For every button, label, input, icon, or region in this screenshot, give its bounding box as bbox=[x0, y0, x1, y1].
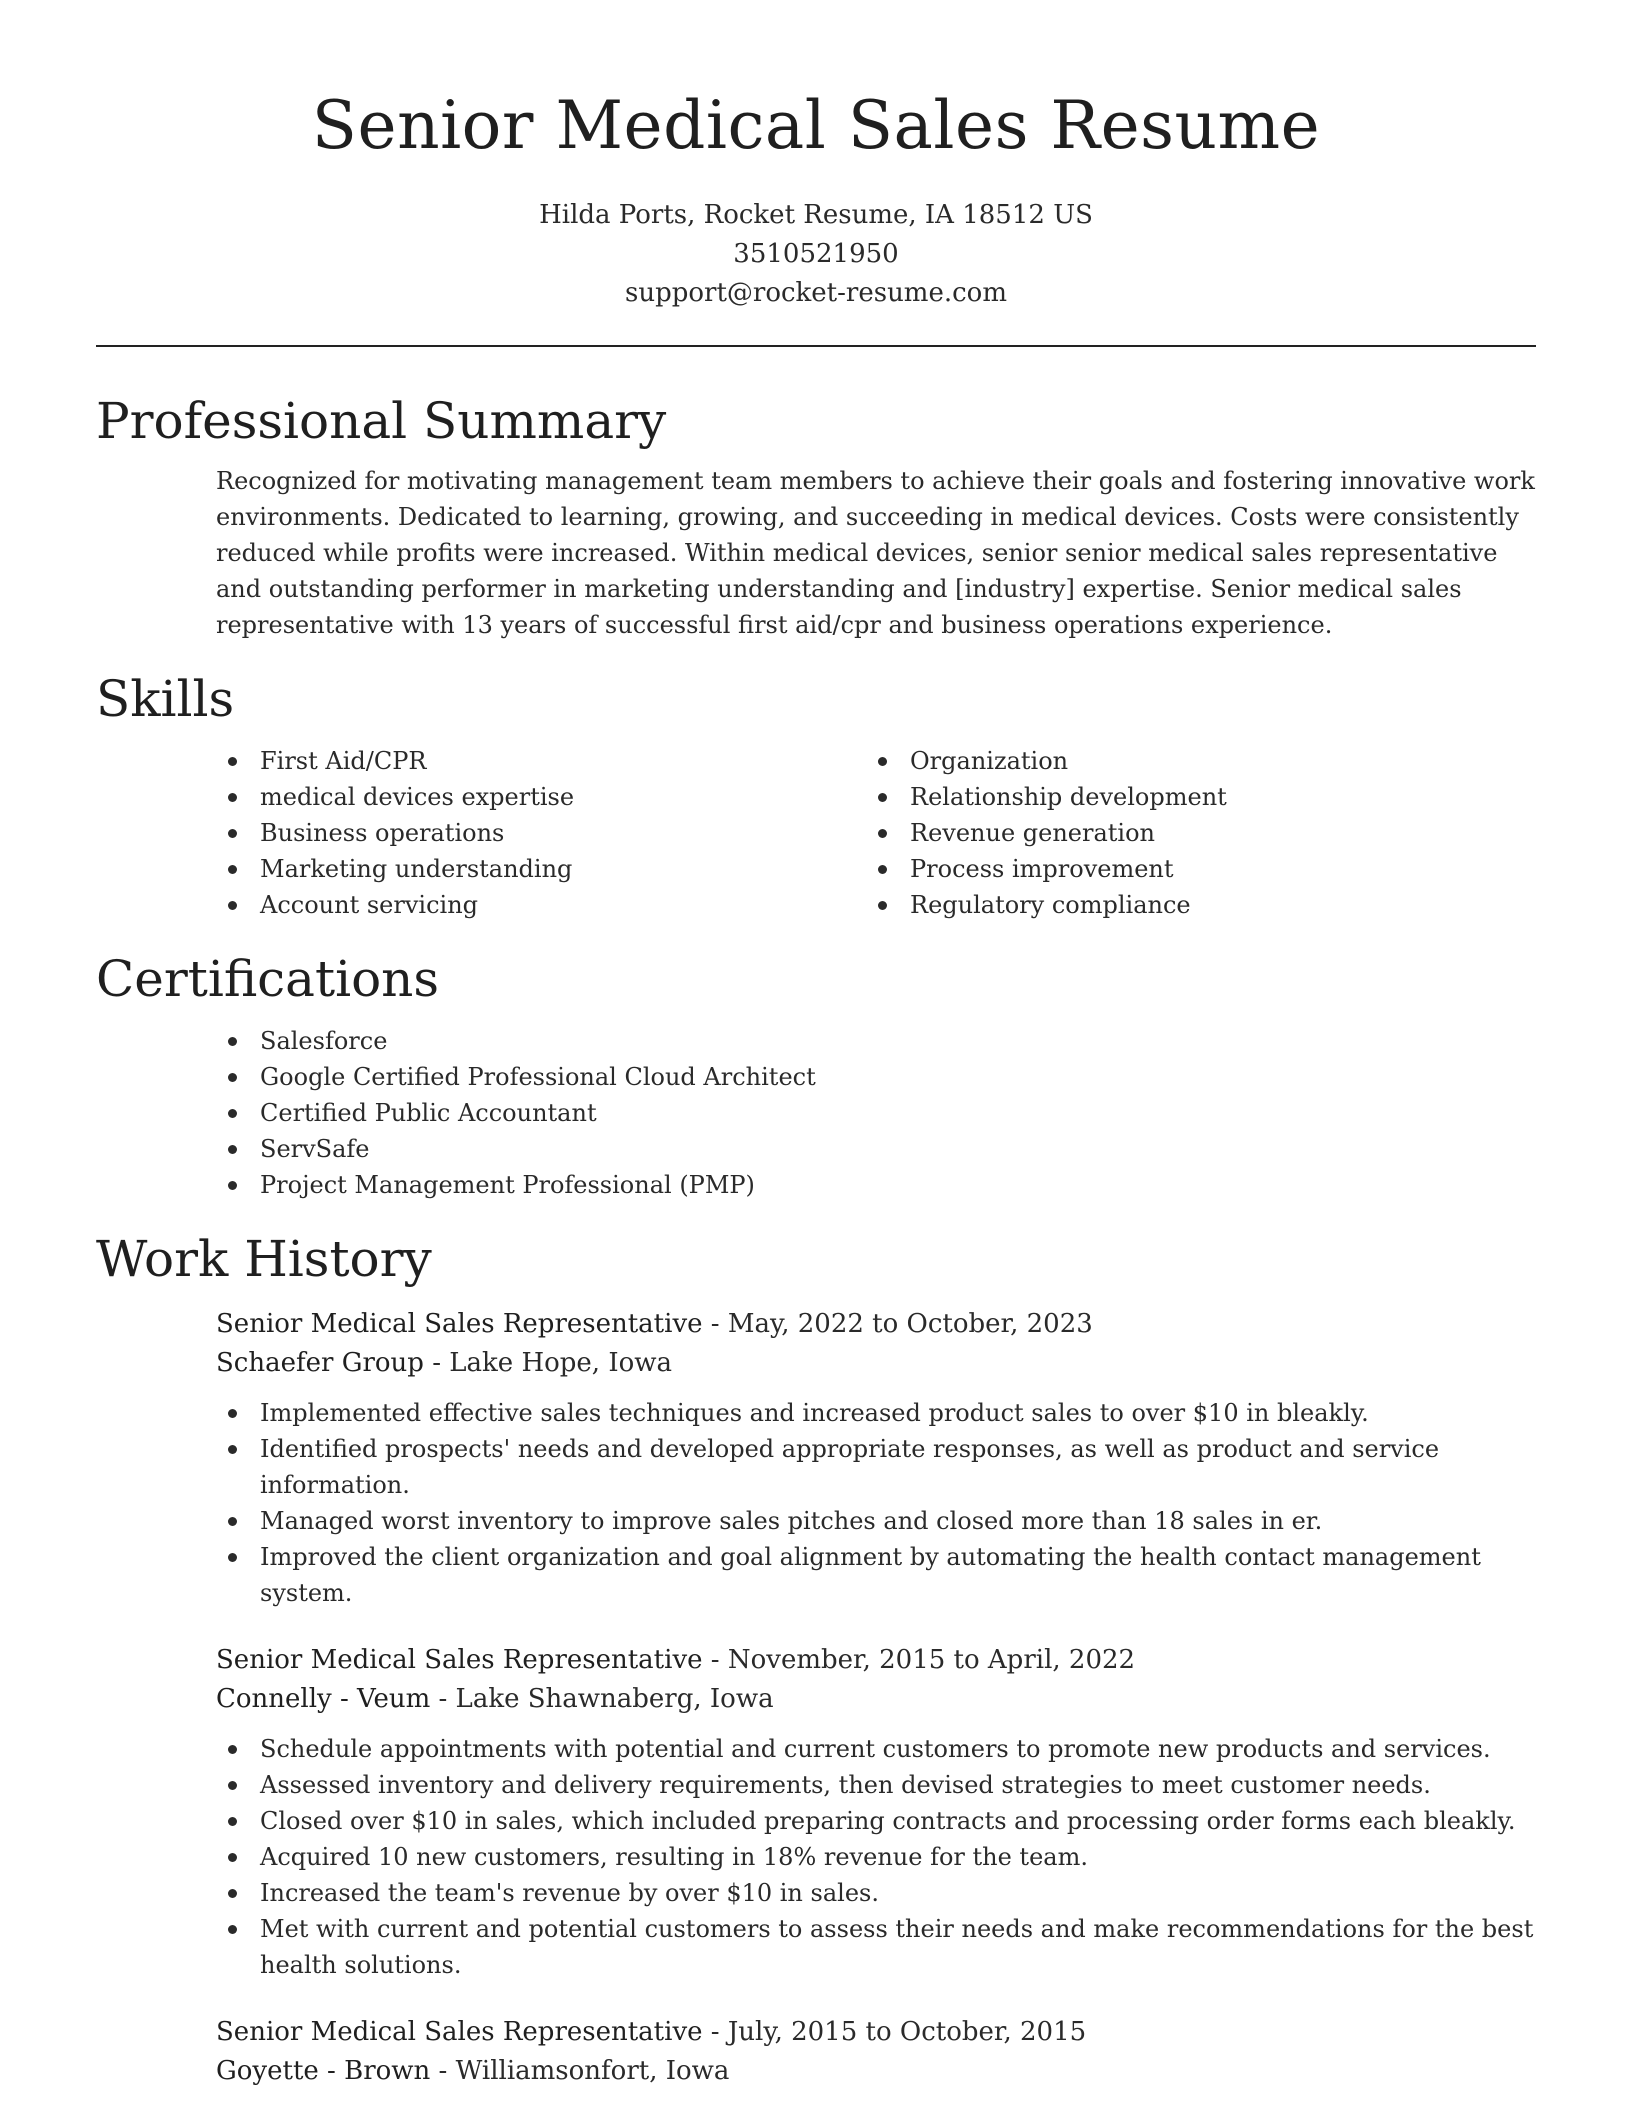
job-title-line bbox=[216, 1305, 1536, 1344]
skill-item: First Aid/CPR bbox=[216, 743, 866, 779]
job-title: Senior Medical Sales Representative bbox=[216, 1309, 703, 1339]
resume-title: Senior Medical Sales Resume bbox=[311, 87, 1321, 164]
job-bullet: Improved the client organization and goal alignment by automating the health contact management system. bbox=[216, 1539, 1536, 1611]
job-entry bbox=[216, 1305, 1536, 1611]
job-title-line bbox=[216, 1641, 1536, 1680]
job-bullet: Assessed inventory and delivery requirements, then devised strategies to meet customer needs. bbox=[216, 1767, 1536, 1803]
job-bullet: Acquired 10 new customers, resulting in 18% revenue for the team. bbox=[216, 1839, 1536, 1875]
job-company-line bbox=[216, 1680, 1536, 1719]
job-dates: - May, 2022 to October, 2023 bbox=[702, 1309, 1093, 1339]
job-title-line bbox=[216, 2013, 1536, 2052]
job-bullets bbox=[216, 1395, 1536, 1611]
contact-block bbox=[96, 196, 1536, 313]
job-company: Goyette - Brown bbox=[216, 2056, 431, 2086]
skills-column-right bbox=[866, 743, 1516, 923]
certifications-list bbox=[216, 1023, 1536, 1203]
certification-item: Salesforce bbox=[216, 1023, 1536, 1059]
job-company-line bbox=[216, 1344, 1536, 1383]
job-dates: - November, 2015 to April, 2022 bbox=[702, 1645, 1136, 1675]
job-entry bbox=[216, 2013, 1536, 2091]
job-bullet: Met with current and potential customers to assess their needs and make recommendations for the best health solutions. bbox=[216, 1911, 1536, 1983]
job-bullet: Increased the team's revenue by over $10 in sales. bbox=[216, 1875, 1536, 1911]
certification-item: Certified Public Accountant bbox=[216, 1095, 1536, 1131]
skill-item: Relationship development bbox=[866, 779, 1516, 815]
skills-list bbox=[216, 743, 1536, 923]
job-title: Senior Medical Sales Representative bbox=[216, 2017, 703, 2047]
skill-item: medical devices expertise bbox=[216, 779, 866, 815]
header-divider bbox=[96, 345, 1536, 347]
certifications-heading: Certifications bbox=[96, 950, 440, 1008]
job-title: Senior Medical Sales Representative bbox=[216, 1645, 703, 1675]
certification-item: Project Management Professional (PMP) bbox=[216, 1167, 1536, 1203]
skill-item: Marketing understanding bbox=[216, 851, 866, 887]
job-location: - Williamsonfort, Iowa bbox=[430, 2056, 730, 2086]
job-location: - Lake Hope, Iowa bbox=[423, 1348, 673, 1378]
contact-phone: 3510521950 bbox=[733, 239, 899, 269]
job-bullet: Managed worst inventory to improve sales pitches and closed more than 18 sales in er. bbox=[216, 1503, 1536, 1539]
job-entry bbox=[216, 1641, 1536, 1983]
summary-heading: Professional Summary bbox=[96, 392, 667, 450]
job-bullet: Identified prospects' needs and developed appropriate responses, as well as product and service information. bbox=[216, 1431, 1536, 1503]
work-history-heading: Work History bbox=[96, 1230, 432, 1288]
skills-heading: Skills bbox=[96, 670, 235, 728]
job-location: - Lake Shawnaberg, Iowa bbox=[430, 1684, 774, 1714]
certification-item: ServSafe bbox=[216, 1131, 1536, 1167]
skill-item: Process improvement bbox=[866, 851, 1516, 887]
skills-column-left bbox=[216, 743, 866, 923]
job-bullets bbox=[216, 1731, 1536, 1983]
contact-email: support@rocket-resume.com bbox=[624, 278, 1007, 308]
skill-item: Revenue generation bbox=[866, 815, 1516, 851]
job-bullet: Schedule appointments with potential and current customers to promote new products and services. bbox=[216, 1731, 1536, 1767]
resume-page bbox=[96, 0, 1536, 2091]
certification-item: Google Certified Professional Cloud Architect bbox=[216, 1059, 1536, 1095]
job-company: Connelly - Veum bbox=[216, 1684, 431, 1714]
skill-item: Account servicing bbox=[216, 887, 866, 923]
job-company-line bbox=[216, 2052, 1536, 2091]
job-company: Schaefer Group bbox=[216, 1348, 424, 1378]
skill-item: Business operations bbox=[216, 815, 866, 851]
skill-item: Organization bbox=[866, 743, 1516, 779]
job-bullet: Implemented effective sales techniques and increased product sales to over $10 in bleakly. bbox=[216, 1395, 1536, 1431]
skill-item: Regulatory compliance bbox=[866, 887, 1516, 923]
summary-text: Recognized for motivating management team members to achieve their goals and fostering innovative work environments. Dedicated to learning, growing, and succeeding in medical devices. Costs were consistently reduced while profits were increased. Within medical devices, senior senior medical sales representative and outstanding performer in marketing understanding and [industry] expertise. Senior medical sales representative with 13 years of successful first aid/cpr and business operations experience. bbox=[216, 467, 1535, 639]
job-dates: - July, 2015 to October, 2015 bbox=[702, 2017, 1087, 2047]
contact-address: Hilda Ports, Rocket Resume, IA 18512 US bbox=[539, 200, 1093, 230]
job-bullet: Closed over $10 in sales, which included preparing contracts and processing order forms each bleakly. bbox=[216, 1803, 1536, 1839]
